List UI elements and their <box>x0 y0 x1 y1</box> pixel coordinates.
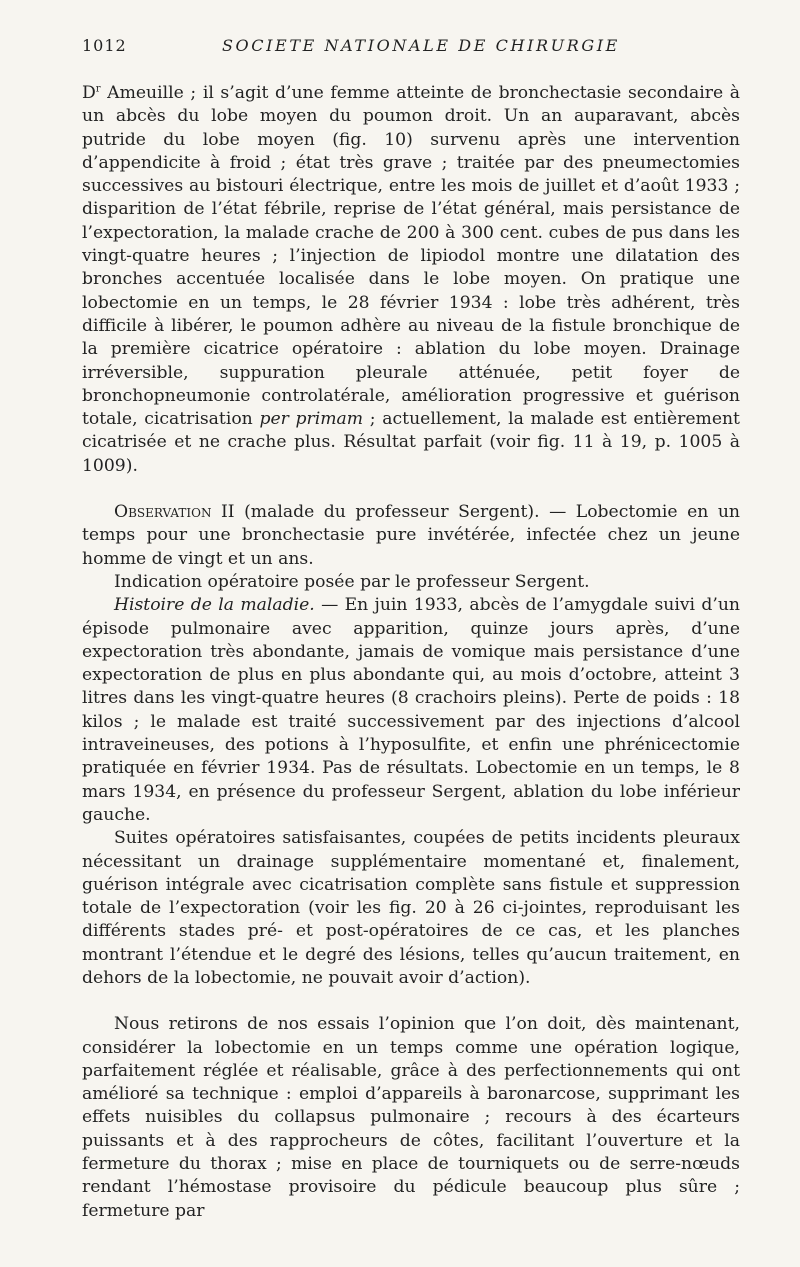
section-heading: Histoire de la maladie. <box>114 595 315 616</box>
observation-label: Observation <box>114 502 212 523</box>
paragraph-text: II (malade du professeur Sergent). — Lobectomie en un temps pour une bronchectasie pure invétérée, infectée chez un jeune homme de vingt et un ans. <box>82 502 740 569</box>
honorific-superscript: r <box>95 83 101 95</box>
paragraph-indication: Indication opératoire posée par le professeur Sergent. <box>114 571 590 592</box>
paragraph-text: — En juin 1933, abcès de l’amygdale suivi d’un épisode pulmonaire avec apparition, quinze jours après, d’une expectoration très abondante, jamais de vomique mais persistance d’une expectoration de plus en plus abondante qui, au mois d’octobre, atteint 3 litres dans les vingt-quatre heures (8 crachoirs pleins). Perte de poids : 18 kilos ; le malade est traité successivement par des injections d’alcool intraveineuses, des potions à l’hyposulfite, et enfin une phrénicectomie pratiquée en février 1934. Pas de résultats. Lobectomie en un temps, le 8 mars 1934, en présence du professeur Sergent, ablation du lobe inférieur gauche. <box>82 595 740 825</box>
honorific: D <box>82 83 96 103</box>
paragraph-case-ameuille <box>82 82 740 478</box>
paragraph-history <box>82 594 740 827</box>
running-title: SOCIETE NATIONALE DE CHIRURGIE <box>222 36 620 55</box>
paragraph-postoperative: Suites opératoires satisfaisantes, coupées de petits incidents pleuraux nécessitant un drainage supplémentaire momentané et, finalement, guérison intégrale avec cicatrisation complète sans fistule et suppression totale de l’expectoration (voir les fig. 20 à 26 ci-jointes, reproduisant les différents stades pré- et post-opératoires de ce cas, et les planches montrant l’étendue et le degré des lésions, telles qu’aucun traitement, en dehors de la lobectomie, ne pouvait avoir d’action). <box>82 828 740 988</box>
paragraph-conclusion: Nous retirons de nos essais l’opinion que l’on doit, dès maintenant, considérer la lobectomie en un temps comme une opération logique, parfaitement réglée et réalisable, grâce à des perfectionnements qui ont amélioré sa technique : emploi d’appareils à baronarcose, supprimant les effets nuisibles du collapsus pulmonaire ; recours à des écarteurs puissants et à des rapprocheurs de côtes, facilitant l’ouverture et la fermeture du thorax ; mise en place de tourniquets ou de serre-nœuds rendant l’hémostase provisoire du pédicule beaucoup plus sûre ; fermeture par <box>82 1014 740 1221</box>
paragraph-text: ; actuellement, la malade est entièrement cicatrisée et ne crache plus. Résultat parfait (voir fig. 11 à 19, p. 1005 à 1009). <box>82 409 740 476</box>
page-header <box>82 36 742 60</box>
page-number: 1012 <box>82 36 127 55</box>
latin-phrase: per primam <box>259 409 364 430</box>
paragraph-observation-ii <box>82 501 740 571</box>
paragraph-text: Ameuille ; il s’agit d’une femme atteinte de bronchectasie secondaire à un abcès du lobe moyen du poumon droit. Un an auparavant, abcès putride du lobe moyen (fig. 10) survenu après une intervention d’appendicite à froid ; état très grave ; traitée par des pneumectomies successives au bistouri électrique, entre les mois de juillet et d’août 1933 ; disparition de l’état fébrile, reprise de l’état général, mais persistance de l’expectoration, la malade crache de 200 à 300 cent. cubes de pus dans les vingt-quatre heures ; l’injection de lipiodol montre une dilatation des bronches accentuée localisée dans le lobe moyen. On pratique une lobectomie en un temps, le 28 février 1934 : lobe très adhérent, très difficile à libérer, le poumon adhère au niveau de la fistule bronchique de la première cicatrice opératoire : ablation du lobe moyen. Drainage irréversible, suppuration pleurale atténuée, petit foyer de bronchopneumonie controlatérale, amélioration progressive et guérison totale, cicatrisation <box>82 83 740 430</box>
body-text <box>82 82 740 1223</box>
